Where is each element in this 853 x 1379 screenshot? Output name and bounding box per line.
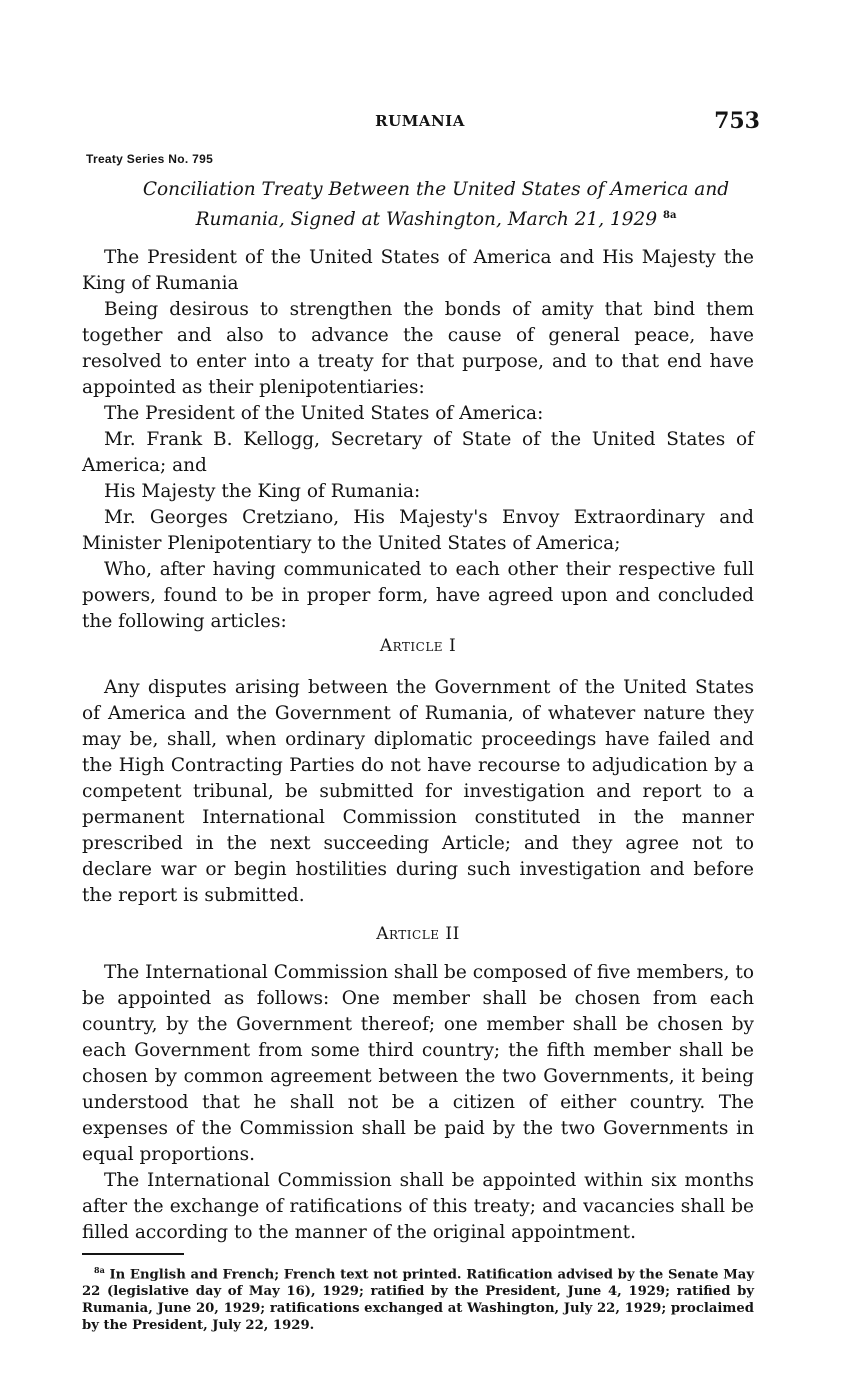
article-1-heading: Article I — [379, 636, 457, 656]
preamble-paragraph: Who, after having communicated to each other their respective full powers, found to be in proper form, have agreed upon and concluded the following articles: — [82, 559, 754, 632]
title-footnote-marker: 8a — [662, 210, 677, 221]
footnote-divider — [82, 1253, 184, 1255]
preamble-paragraph: His Majesty the King of Rumania: — [104, 481, 421, 502]
article-paragraph: The International Commission shall be composed of five members, to be appointed as follows: One member shall be chosen from each country, by the Government thereof; one member shall be chosen by each Government from some third country; the fifth member shall be chosen by common agreement between the two Governments, it being understood that he shall not be a citizen of either country. The expenses of the Commission shall be paid by the two Governments in equal proportions. — [82, 962, 754, 1165]
article-2-heading: Article II — [376, 924, 460, 944]
preamble-paragraph: The President of the United States of America: — [104, 403, 544, 424]
preamble-paragraph: The President of the United States of America and His Majesty the King of Rumania — [82, 247, 754, 294]
article-1-body — [82, 675, 754, 909]
treaty-series-label: Treaty Series No. 795 — [86, 152, 214, 166]
page-number: 753 — [714, 108, 760, 134]
preamble-paragraph: Being desirous to strengthen the bonds of amity that bind them together and also to advance the cause of general peace, have resolved to enter into a treaty for that purpose, and to that end have appointed as their plenipotentiaries: — [82, 299, 754, 398]
footnote-text: In English and French; French text not printed. Ratification advised by the Senate May 22 (legislative day of May 16), 1929; ratified by the President, June 4, 1929; ratified by Rumania, June 20, 1929; ratifications exchanged at Washington, July 22, 1929; proclaimed by the President, July 22, 1929. — [82, 1267, 754, 1334]
treaty-title-line1: Conciliation Treaty Between the United States of America and — [142, 179, 730, 200]
article-2-body — [82, 960, 754, 1246]
footnote-marker: 8a — [94, 1265, 105, 1275]
footnote — [82, 1262, 754, 1334]
running-title: RUMANIA — [375, 112, 465, 130]
treaty-title — [86, 177, 786, 233]
preamble-paragraph: Mr. Frank B. Kellogg, Secretary of State of the United States of America; and — [82, 429, 754, 476]
treaty-title-line2 — [86, 203, 786, 233]
preamble-paragraph: Mr. Georges Cretziano, His Majesty's Envoy Extraordinary and Minister Plenipotentiary to the United States of America; — [82, 507, 754, 554]
article-paragraph: Any disputes arising between the Government of the United States of America and the Government of Rumania, of whatever nature they may be, shall, when ordinary diplomatic proceedings have failed and the High Contracting Parties do not have recourse to adjudication by a competent tribunal, be submitted for investigation and report to a permanent International Commission constituted in the manner prescribed in the next succeeding Article; and they agree not to declare war or begin hostilities during such investigation and before the report is submitted. — [82, 677, 754, 906]
footnote-paragraph — [82, 1262, 754, 1334]
treaty-title-line2-text: Rumania, Signed at Washington, March 21, 1929 — [195, 209, 658, 231]
preamble — [82, 245, 754, 635]
running-head — [80, 108, 760, 136]
article-paragraph: The International Commission shall be appointed within six months after the exchange of ratifications of this treaty; and vacancies shall be filled according to the manner of the original appointment. — [82, 1170, 754, 1243]
